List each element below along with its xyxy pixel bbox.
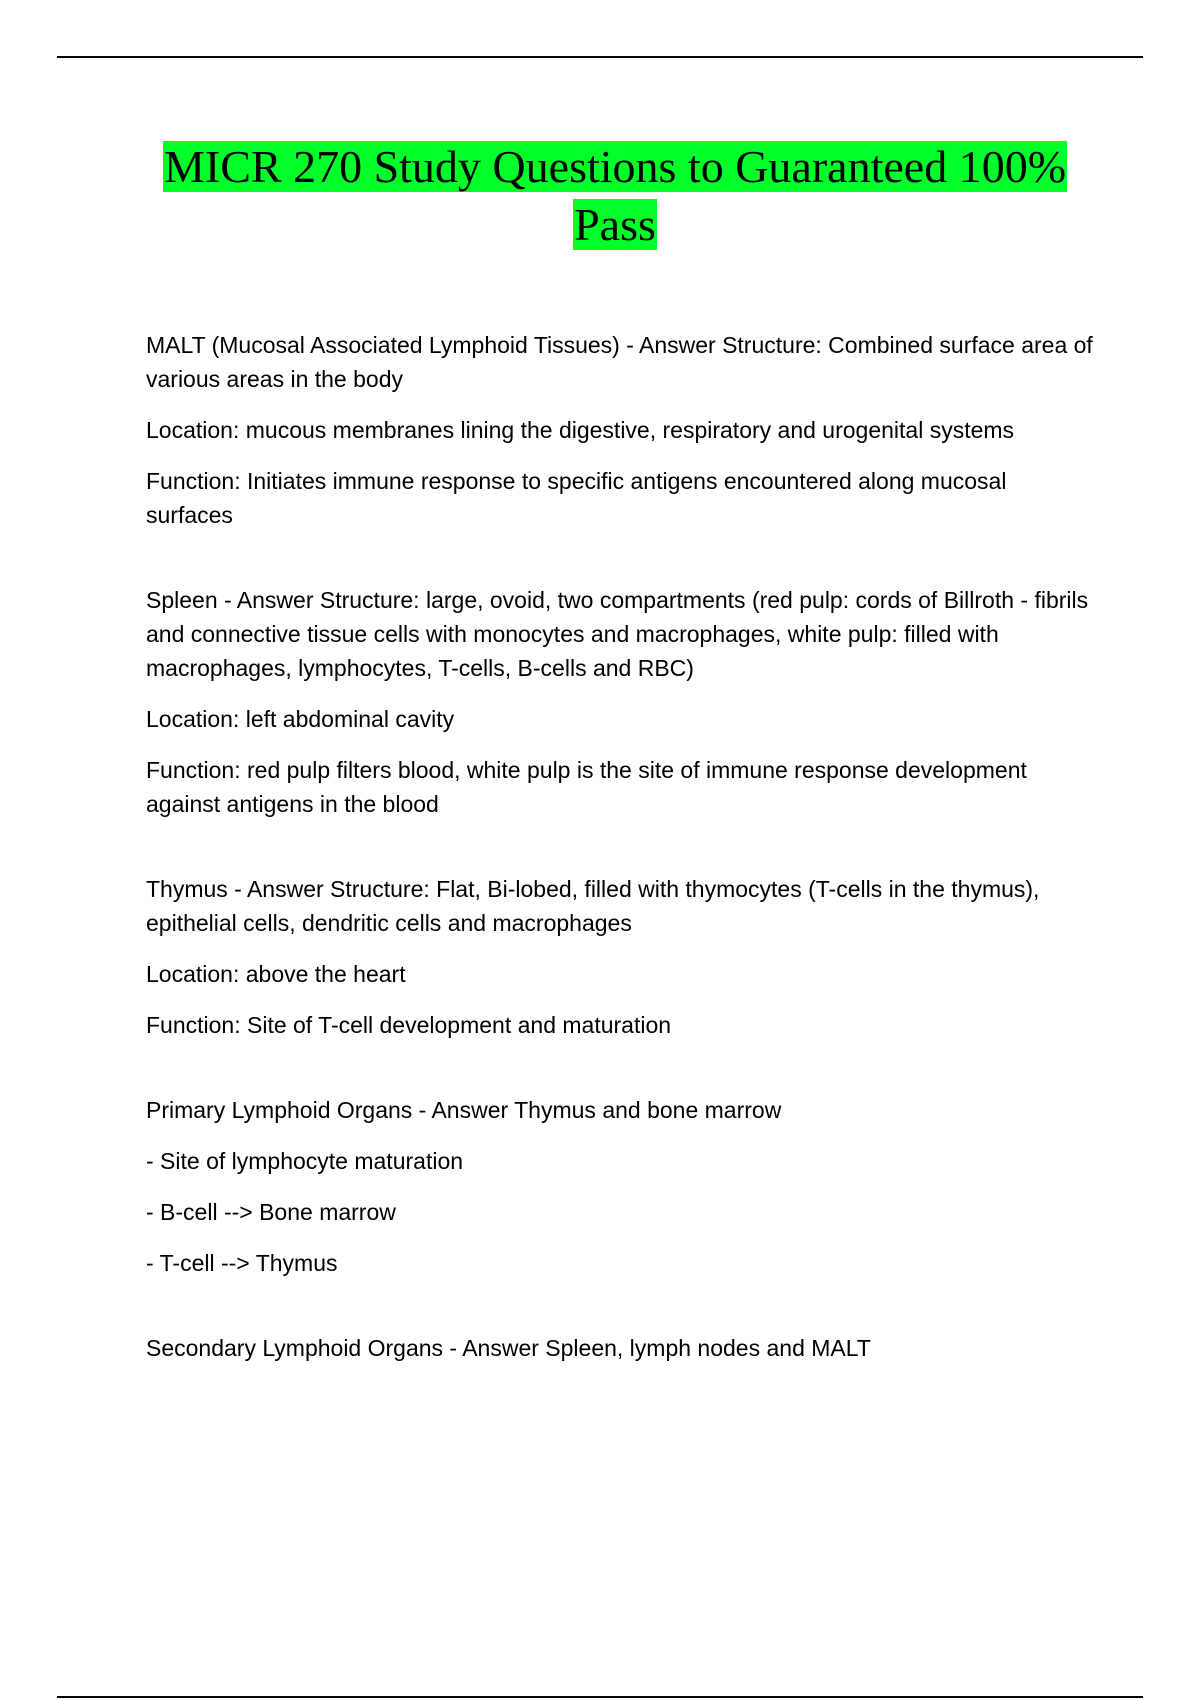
- entry-text: Spleen - Answer Structure: large, ovoid, two compartments (red pulp: cords of Billroth - fibrils and connective tissue cells with monocytes and macrophages, white pulp: filled with macrophages, lymphocytes, T-cells, B-cells and RBC): [146, 587, 1089, 681]
- entry-primary-lymphoid-organs: [146, 1093, 1096, 1280]
- study-content: [146, 328, 1096, 1416]
- entry-text: Function: Site of T-cell development and maturation: [146, 1012, 672, 1038]
- top-rule: [57, 56, 1143, 58]
- entry-text: Thymus - Answer Structure: Flat, Bi-lobed, filled with thymocytes (T-cells in the thymus), epithelial cells, dendritic cells and macrophages: [146, 876, 1040, 936]
- entry-text: - Site of lymphocyte maturation: [146, 1148, 464, 1174]
- entry-text: Location: mucous membranes lining the digestive, respiratory and urogenital systems: [146, 417, 1015, 443]
- entry-text: MALT (Mucosal Associated Lymphoid Tissues) - Answer Structure: Combined surface area of various areas in the body: [146, 332, 1093, 392]
- entry-secondary-lymphoid-organs: [146, 1331, 1096, 1365]
- entry-text: Primary Lymphoid Organs - Answer Thymus and bone marrow: [146, 1097, 782, 1123]
- title-line-2: Pass: [574, 199, 656, 250]
- title-line-1: MICR 270 Study Questions to Guaranteed 100%: [163, 141, 1067, 192]
- entry-thymus: [146, 872, 1096, 1042]
- entry-text: Secondary Lymphoid Organs - Answer Spleen, lymph nodes and MALT: [146, 1335, 871, 1361]
- entry-text: Location: left abdominal cavity: [146, 706, 455, 732]
- entry-text: Function: red pulp filters blood, white pulp is the site of immune response development against antigens in the blood: [146, 757, 1027, 817]
- page-title: [130, 138, 1100, 254]
- entry-text: - T-cell --> Thymus: [146, 1250, 338, 1276]
- entry-malt: [146, 328, 1096, 532]
- entry-text: Location: above the heart: [146, 961, 406, 987]
- entry-spleen: [146, 583, 1096, 821]
- bottom-rule: [57, 1696, 1143, 1698]
- entry-text: Function: Initiates immune response to specific antigens encountered along mucosal surfaces: [146, 468, 1007, 528]
- entry-text: - B-cell --> Bone marrow: [146, 1199, 396, 1225]
